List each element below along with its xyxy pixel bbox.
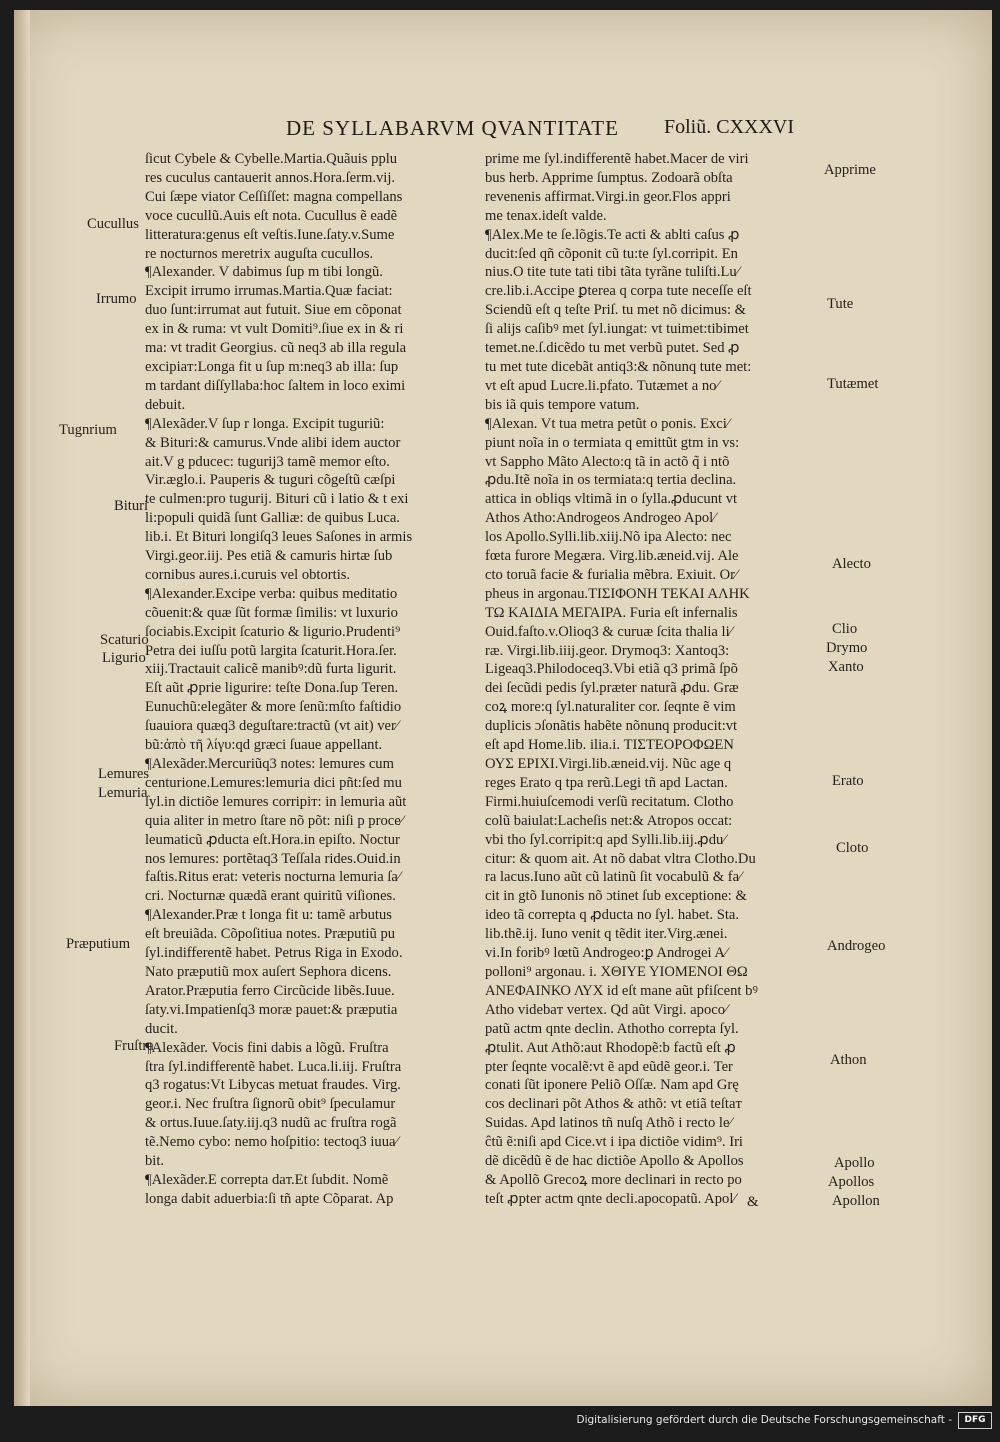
text-line: lib.thẽ.ij. Iuno venit q tẽdit iter.Virg.æneі. [485, 926, 728, 943]
text-line: ¶Alexander. V dabimus ſup m tibi longũ. [145, 264, 383, 281]
text-line: ra lacus.Iuno aũt cũ latinũ ſit vocabulũ & fa⁄ [485, 869, 742, 886]
text-line: ꝓdu.Itẽ noĩa in os termiata:q tertia declina. [485, 472, 737, 489]
text-line: re nocturnos meretrix auguſta cucullos. [145, 245, 374, 262]
margin-note: Tutæmet [827, 376, 879, 392]
text-line: cornibus aures.i.curuis vel obtortis. [145, 566, 351, 583]
text-line: Firmi.huiuſcemodi verſũ recitatum. Clotho [485, 793, 734, 810]
catchword: & [747, 1194, 759, 1210]
text-line: piunt noĩa in o termiata q emittũt gtm in vs: [485, 434, 740, 451]
right-text-column [485, 150, 818, 1209]
folio-number: Foliũ. CXXXVI [664, 116, 795, 138]
text-line: cit in gtõ Iunonis nõ ɔtinet ſub exceptione: & [485, 888, 747, 905]
text-line: Suidas. Apd latinos tñ nuſq Athõ i recto le⁄ [485, 1115, 732, 1132]
text-line: Atho videbaт vertex. Qd aũt Virgi. apoco⁄ [485, 1001, 728, 1018]
text-line: duo ſunt:irrumat aut futuit. Siue em cõponat [145, 302, 402, 319]
margin-note: Apollon [832, 1193, 880, 1209]
margin-note: Xanto [828, 659, 864, 675]
margin-note: Tugnrium [59, 422, 117, 438]
text-line: polloni⁹ argonau. i. ΧΘΙΥΕ ΥΙΟΜΕΝΟΙ ΘΩ [485, 963, 748, 980]
text-line: Petra dei iuſſu potũ largita ſcaturit.Hora.ſer. [145, 642, 397, 659]
margin-note: Apollo [834, 1155, 875, 1171]
text-line: Sciendũ eſt q teſte Priſ. tu met nõ dicimus: & [485, 302, 747, 319]
text-line: Eunuchũ:elegãter & more ſenũ:mſto faſtidio [145, 699, 402, 716]
text-line: ait.V g pducес: tugurij3 tamẽ memor eſto. [145, 453, 390, 470]
text-line: ſyl.indifferentẽ habet. Petrus Riga in Exodo. [145, 945, 403, 962]
text-line: ¶Alexãder.V ſup r longa. Excipit tuguriũ: [145, 415, 385, 432]
text-line: conati ſũt iponere Peliõ Oſſæ. Nam apd Grę [485, 1077, 739, 1094]
text-line: bus herb. Apprime ſumptus. Zodoarã obſta [485, 169, 733, 186]
text-line: li:populi quidã ſunt Galliæ: de quibus Luca. [145, 510, 400, 527]
margin-note: Apprime [824, 162, 876, 178]
running-title: DE SYLLABARVM QVANTITATE [286, 116, 619, 140]
text-line: citur: & quom ait. At nõ dabat vltra Clotho.Du [485, 850, 756, 867]
text-line: tu met tute dicebãt antiq3:& nõnunq tute met: [485, 358, 752, 375]
text-line: ¶Alexander.Præ t longa fit u: tamẽ arbutus [145, 907, 392, 924]
text-line: ducit:ſed qñ cõponit cũ tu:te ſyl.corripit. En [485, 245, 738, 262]
text-line: cri. Nocturnæ quædã erant quiritũ viſiones. [145, 888, 396, 905]
text-line: cre.lib.i.Accipe ꝑterea q corpa tute neceſſe eſt [485, 283, 752, 300]
text-line: eſt apd Home.lib. ilia.i. ΤΙΣΤΕΟΡΟΦΩΕΝ [485, 737, 734, 754]
margin-note: Scaturio [100, 632, 149, 648]
text-line: ma: vt tradit Georgius. cũ neq3 ab illa regula [145, 340, 407, 357]
margin-note: Præputium [66, 936, 131, 952]
text-line: Arator.Præputia ferro Circũcide libẽs.Iuue. [145, 982, 395, 999]
text-line: geor.i. Nec fruſtra ſignorũ obit⁹ ſpeculamur [145, 1096, 396, 1113]
text-line: ſuauiora quæq3 deguſtare:tractũ (vt ait) ver⁄ [145, 718, 399, 735]
text-line: los Apollo.Sylli.lib.xiij.Nõ ipa Alecto: nec [485, 529, 732, 546]
text-line: Eſt aũt ꝓprie ligurire: teſte Dona.ſup Teren. [145, 680, 399, 697]
text-line: me tenax.ideſt valde. [485, 207, 607, 224]
text-line: centurione.Lemures:lemuria dici pñt:ſed mu [145, 774, 402, 791]
text-line: eſt breuiãda. Cõpoſitiua notes. Præputiũ pu [145, 926, 396, 943]
text-line: & Apollõ Grecoꝝ more declinari in recto po [485, 1171, 742, 1188]
text-line: m tardant diſſyllaba:hoc ſaltem in loco eximi [145, 377, 406, 394]
text-line: ſi alijs caſibꝰ met ſyl.iungat: vt tuimet:tibimet [485, 321, 749, 338]
text-line: fœta furore Megæra. Virg.lib.æneid.vij. Ale [485, 548, 739, 565]
text-line: vbi tho ſyl.corripit:q apd Sylli.lib.iij.ꝓdu⁄ [485, 831, 726, 848]
margin-note: Androgeo [827, 938, 886, 954]
text-line: Athos Atho:Androgeos Androgeo Apol⁄ [485, 510, 716, 527]
text-line: ex in & ruma: vt vult Domiti⁹.ſiue ex in & ri [145, 321, 404, 338]
margin-note: Irrumo [96, 291, 137, 307]
text-line: ſaty.vi.Impatienſq3 moræ pauet:& præputia [145, 1001, 398, 1018]
text-line: teſt ꝓpter actm qnte decli.apocopatũ. Apol⁄ [485, 1190, 736, 1207]
text-line: vi.In foribꝰ lœtũ Androgeo:ꝑ Androgei A⁄ [485, 945, 728, 962]
text-line: ¶Alex.Me te ſe.lõgis.Te acti & ablti caſus ꝓ [485, 226, 740, 243]
dfg-logo-icon: DFG [958, 1412, 992, 1429]
funding-notice: Digitalisierung gefördert durch die Deutsche Forschungsgemeinschaft - [576, 1414, 952, 1426]
text-line: Ligeaq3.Philodoceq3.Vbi etiã q3 primã ſpõ [485, 661, 738, 678]
text-line: bis iã quis tempore vatum. [485, 396, 640, 413]
text-line: & ortus.Iuue.ſaty.iij.q3 nudũ ac fruſtra rogã [145, 1115, 397, 1132]
text-line: ſtra ſyl.indifferentẽ habet. Luca.li.iij. Fruſtra [145, 1058, 402, 1075]
margin-note: Fruſtra [114, 1038, 154, 1054]
text-line: ſicut Cybele & Cybelle.Martia.Quãuis pplu [145, 151, 398, 167]
text-line: te culmen:pro tugurij. Bituri cũ i latio & t exi [145, 491, 409, 508]
text-line: Virgi.geor.iij. Pes etiã & camuris hirtæ ſub [145, 548, 393, 565]
text-line: pheus in argonau.ΤΙΣΙΦΟΝΗ ΤΕΚΑΙ ΑΛΗΚ [485, 585, 750, 602]
text-line: ræ. Virgi.lib.iiij.geor. Drymoq3: Xantoq3: [485, 642, 730, 659]
text-line: Cui ſæpe viator Ceſſiſſet: magna compellans [145, 188, 403, 205]
text-line: ¶Alexãder.Mercuriũq3 notes: lemures cum [145, 756, 394, 772]
text-line: revenenis affirmat.Virgi.in geor.Flos appri [485, 188, 731, 205]
text-line: leumaticũ ꝓducta eſt.Hora.in epiſto. Noctur [145, 831, 400, 848]
margin-note: Erato [832, 773, 864, 789]
text-line: ſyl.in dictiõe lemures corripiт: in lemuria aũt [145, 793, 407, 810]
text-line: Vir.æglo.i. Pauperis & tuguri cõgeſtũ cæſpi [145, 472, 396, 489]
text-line: cos declinari põt Athos & athõ: vt etiã teſtaт [485, 1096, 742, 1113]
text-line: ¶Alexãder. Vocis fini dabis a lõgũ. Fruſtra [145, 1039, 389, 1056]
text-line: ideo tã correpta q ꝓducta no ſyl. habet. Sta. [485, 907, 740, 924]
margin-note: Ligurio [102, 650, 146, 666]
margin-note: Athon [830, 1052, 867, 1068]
text-line: Nato præputiũ mox auſert Sephora dicens. [145, 963, 392, 980]
text-line: litteratura:genus eſt veſtis.Iune.ſaty.v.Sume [145, 226, 395, 243]
text-line: cõuenit:& quæ ſũt formæ ſimilis: vt luxurio [145, 604, 398, 621]
text-line: debuit. [145, 396, 186, 413]
margin-note: Alecto [832, 556, 871, 572]
margin-note: Cloto [836, 840, 869, 856]
text-line: Ouid.faſto.v.Olioq3 & curuæ ſcita thalia li⁄ [485, 623, 733, 640]
text-line: lib.i. Et Bituri longiſq3 leues Saſones in armis [145, 529, 413, 546]
text-line: cto toruã facie & furialia mẽbra. Exiuit. Or⁄ [485, 566, 738, 583]
text-line: coꝝ more:q ſyl.naturaliter cor. ſeqnte ẽ vim [485, 699, 736, 716]
text-line: voce cucullũ.Auis eſt nota. Cucullus ẽ eadẽ [145, 207, 398, 224]
text-line: ſociabis.Excipit ſcaturio & ligurio.Prudenti⁹ [145, 623, 401, 640]
left-text-column [145, 150, 480, 1209]
margin-note: Drymo [826, 640, 868, 656]
text-line: dei ſecũdi pedis ſyl.præter naturã ꝓdu. Græ [485, 680, 739, 697]
text-line: ΑΝΕΦΑΙΝΚΟ ΛΥΧ id eſt mane aũt pfiſcent bꝰ [485, 982, 758, 999]
text-line: bũ:ἀπὸ τῆ λίγυ:qd grӕci ſuaue appellant. [145, 737, 383, 754]
text-line: ΤΩ ΚΑΙΔΙΑ ΜΕΓΑΙΡΑ. Furia eſt infernalis [485, 604, 738, 621]
text-line: colũ baiulat:Lacheſis net:& Atropos occat: [485, 812, 733, 829]
margin-note: Bituri [114, 498, 149, 514]
text-line: vt eſt apud Lucre.li.pfato. Tutæmet a no⁄ [485, 377, 719, 394]
text-line: vt Sappho Mãto Alecto:q tã in actõ q̃ i ntõ [485, 453, 730, 470]
margin-note: Lemures [98, 766, 150, 782]
margin-note: Lemuria [98, 785, 148, 801]
text-line: nius.O tite tute tati tibi tãta tyrãne tuliſti.Lu⁄ [485, 264, 740, 281]
text-line: nos lemures: portẽtaq3 Teſſala rides.Ouid.in [145, 850, 401, 867]
text-line: xiij.Tractauit calicẽ manibꝰ:dũ furta ligurit. [145, 661, 397, 678]
margin-note: Clio [832, 621, 858, 637]
text-line: tẽ.Nemo cybo: nemo hoſpitio: tectoq3 iuua⁄ [145, 1134, 398, 1151]
text-line: longa dabit aduerbia:ſi tñ apte Cõparat. Ap [145, 1190, 394, 1207]
text-line: reges Erato q tpa rerũ.Legi tñ apd Lactan. [485, 774, 728, 791]
margin-note: Tute [827, 296, 854, 312]
text-line: bit. [145, 1153, 165, 1170]
margin-note: Cucullus [87, 216, 139, 232]
text-line: ĉtũ ẽ:niſi apd Cice.vt i ipa dictiõe vidim⁹. Iri [485, 1134, 743, 1151]
margin-note: Apollos [828, 1174, 875, 1190]
text-line: quia aliter in metro ſtare nõ põt: niſi p proce⁄ [145, 812, 404, 829]
text-line: excipiaт:Longa fit u ſup m:neq3 ab illa: ſup [145, 358, 399, 375]
text-line: dẽ dicẽdũ ẽ de hac dictiõe Apollo & Apollos [485, 1153, 744, 1170]
text-line: pter ſeqnte vocalẽ:vt ẽ apd eũdẽ geor.i. Ter [485, 1058, 733, 1075]
text-line: ¶Alexander.Excipe verba: quibus meditatio [145, 585, 398, 602]
text-line: ΟΥΣ ΕΡΙΧΙ.Virgi.lib.æneid.vij. Nũc age q [485, 756, 732, 772]
text-line: ꝓtulit. Aut Athõ:aut Rhodopẽ:b factũ eſt ꝓ [485, 1039, 736, 1056]
text-line: patũ actm qnte declin. Athotho correpta ſyl. [485, 1020, 739, 1037]
text-line: attica in obliqs vltimã in o ſylla.ꝓducunt vt [485, 491, 738, 508]
book-page [14, 10, 992, 1406]
page-edge-shadow [14, 10, 30, 1406]
text-line: q3 rogatus:Vt Libycas metuat fraudes. Virg. [145, 1077, 401, 1094]
text-line: faſtis.Ritus erat: veteris nocturna lemuria ſa⁄ [145, 869, 401, 886]
text-line: & Bituri:& camurus.Vnde alibi idem auctor [145, 434, 401, 451]
text-line: ducit. [145, 1020, 178, 1037]
text-line: duplicis ɔſonãtis habẽte nõnunq producit:vt [485, 718, 738, 735]
text-line: ¶Alexan. Vt tua metra petũt o ponis. Exci⁄ [485, 415, 730, 432]
text-line: Excipit irrumo irrumas.Martia.Quæ faciat: [145, 283, 393, 300]
text-line: res cuculus cantauerit annos.Hora.ſerm.vij. [145, 169, 396, 186]
text-line: prime me ſyl.indifferentẽ habet.Macer de viri [485, 151, 749, 167]
text-line: ¶Alexãder.E correpta daт.Et ſubdit. Nomẽ [145, 1171, 389, 1188]
text-line: temet.ne.ſ.dicẽdo tu met verbũ putet. Sed ꝓ [485, 340, 740, 357]
